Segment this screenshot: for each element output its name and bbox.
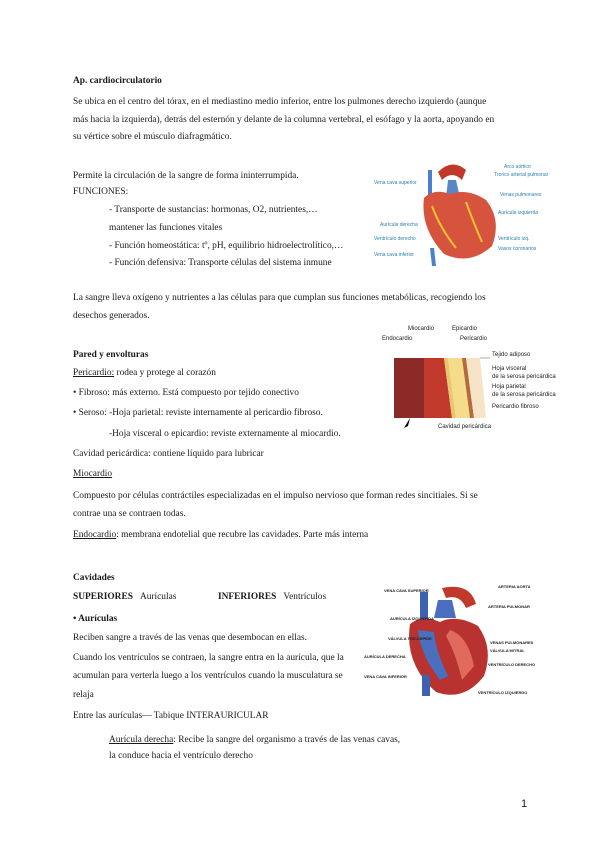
page-number: 1 bbox=[521, 798, 528, 810]
paragraph-line: más hacia la izquierda), detrás del esternón y delante de la columna vertebral, el esófago y la aorta, apoyando en bbox=[73, 115, 495, 125]
figure-label: Hoja parietal bbox=[492, 384, 526, 390]
figure-label: VENTRÍCULO IZQUIERDO bbox=[478, 690, 528, 695]
figure-label: de la serosa pericárdica bbox=[492, 392, 556, 398]
chamber-shape bbox=[394, 358, 424, 418]
ventriculos-sublabel: Ventrículos bbox=[283, 592, 327, 602]
function-item: mantener las funciones vitales bbox=[109, 223, 223, 233]
paragraph-line: Se ubica en el centro del tórax, en el mediastino medio inferior, entre los pulmones derecho izquierdo (aunque bbox=[73, 97, 487, 107]
heart-anatomy-figure bbox=[370, 158, 549, 270]
figure-label: Vasos coronarios bbox=[498, 246, 537, 252]
paragraph-line: Entre las aurículas— Tabique INTERAURICULAR bbox=[73, 711, 269, 721]
term-endocardio: Endocardio bbox=[73, 530, 117, 540]
paragraph-line: La sangre lleva oxígeno y nutrientes a las células para que cumplan sus funciones metabólicas, recogiendo los bbox=[73, 293, 486, 303]
figure-label: Cavidad pericárdica bbox=[438, 424, 492, 430]
figure-label: VENA CAVA INFERIOR bbox=[364, 674, 407, 679]
pericardio-text: rodea y protege al corazón bbox=[114, 368, 216, 378]
inferiores-label: INFERIORES bbox=[218, 592, 277, 602]
auriculas-sublabel: Aurículas bbox=[139, 592, 177, 602]
figure-label: Vena cava superior bbox=[374, 180, 417, 186]
ad-text: : Recibe la sangre del organismo a través de las venas cavas, bbox=[173, 735, 401, 745]
figure-label: Pericardio bbox=[460, 336, 488, 342]
paragraph-line: su vértice sobre el músculo diafragmático. bbox=[73, 132, 232, 142]
figure-label: VÁLVULA TRICÚSPIDE bbox=[388, 636, 432, 641]
paragraph-line: contrae una se contraen todas. bbox=[73, 509, 186, 519]
figure-label: Ventrículo izq. bbox=[498, 236, 530, 242]
vena-cava-inferior-shape bbox=[422, 674, 430, 696]
figure-label: Tejido adiposo bbox=[492, 352, 531, 358]
figure-label: de la serosa pericárdica bbox=[492, 374, 556, 380]
superiores-label: SUPERIORES bbox=[73, 592, 133, 602]
cavities-row-right bbox=[218, 591, 326, 603]
figure-label: Aurícula derecha bbox=[380, 222, 418, 228]
paragraph-line: relaja bbox=[73, 690, 94, 700]
figure-label: Arco aórtico bbox=[504, 164, 531, 170]
paragraph-line: Permite la circulación de la sangre de forma ininterrumpida. bbox=[73, 171, 299, 181]
cavidad-line: Cavidad pericárdica: contiene líquido para lubricar bbox=[73, 449, 264, 459]
figure-label: Aurícula izquierda bbox=[498, 210, 539, 216]
figure-label: Vena cava inferior bbox=[374, 252, 415, 258]
figure-label: VENAS PULMONARES bbox=[490, 640, 534, 645]
term-pericardio: Pericardio: bbox=[73, 368, 115, 378]
figure-label: AURÍCULA IZQUIERDA bbox=[390, 616, 434, 621]
heart-chambers-figure bbox=[360, 584, 536, 704]
endocardio-text: : membrana endotelial que recubre las cavidades. Parte más interna bbox=[116, 530, 369, 540]
paragraph-line: Cuando los ventrículos se contraen, la sangre entra en la aurícula, que la bbox=[73, 653, 344, 663]
section-title-cavidades: Cavidades bbox=[73, 573, 115, 583]
term-miocardio: Miocardio bbox=[73, 469, 113, 479]
figure-label: AURÍCULA DERECHA bbox=[364, 654, 406, 659]
figure-label: ARTERIA AORTA bbox=[498, 584, 531, 589]
figure-label: Endocardio bbox=[382, 336, 413, 342]
figure-label: Ventrículo derecho bbox=[374, 236, 416, 242]
paragraph-line: la conduce hacia el ventrículo derecho bbox=[109, 751, 253, 761]
heart-wall-figure bbox=[380, 322, 564, 430]
figure-label: Hoja visceral bbox=[492, 366, 527, 372]
figure-label: Miocardio bbox=[408, 326, 435, 332]
figure-label: ARTERIA PULMONAR bbox=[488, 604, 530, 609]
pericardio-line bbox=[73, 367, 216, 379]
figure-label: Venas pulmonares bbox=[500, 192, 542, 198]
figure-label: VENTRÍCULO DERECHO bbox=[488, 662, 536, 667]
paragraph-line: Compuesto por células contráctiles especializadas en el impulso nervioso que forman redes sincitiales. Si se bbox=[73, 491, 478, 501]
section-title-pared: Pared y envolturas bbox=[73, 350, 149, 360]
bullet-fibroso: • Fibroso: más externo. Está compuesto por tejido conectivo bbox=[73, 388, 299, 398]
cavities-row bbox=[73, 591, 176, 603]
figure-label: Epicardio bbox=[452, 326, 478, 332]
functions-heading: FUNCIONES: bbox=[73, 187, 129, 197]
bullet-seroso: • Seroso: -Hoja parietal: reviste internamente al pericardio fibroso. bbox=[73, 408, 323, 418]
visceral-line: -Hoja visceral o epicardio: reviste externamente al miocardio. bbox=[109, 429, 341, 439]
figure-label: Tronco arterial pulmonar bbox=[494, 172, 549, 178]
function-item: - Función defensiva: Transporte células del sistema inmune bbox=[109, 258, 332, 268]
figure-label: VENA CAVA SUPERIOR bbox=[384, 588, 429, 593]
paragraph-line: Reciben sangre a través de las venas que desembocan en ellas. bbox=[73, 633, 308, 643]
paragraph-line: desechos generados. bbox=[73, 311, 150, 321]
paragraph-line: acumulan para verterla luego a los ventrículos cuando la musculatura se bbox=[73, 671, 343, 681]
figure-label: Pericardio fibroso bbox=[492, 404, 539, 410]
auriculas-heading: • Aurículas bbox=[73, 614, 118, 624]
figure-label: VÁLVULA MITRAL bbox=[490, 648, 525, 653]
term-auricula-derecha: Aurícula derecha bbox=[109, 735, 174, 745]
section-title-cardio: Ap. cardiocirculatorio bbox=[73, 76, 162, 86]
function-item: - Función homeostática: tº, pH, equilibrio hidroelectrolítico,… bbox=[109, 241, 344, 251]
endocardio-line bbox=[73, 529, 368, 541]
function-item: - Transporte de sustancias: hormonas, O2, nutrientes,… bbox=[109, 205, 318, 215]
ad-line bbox=[109, 734, 400, 746]
